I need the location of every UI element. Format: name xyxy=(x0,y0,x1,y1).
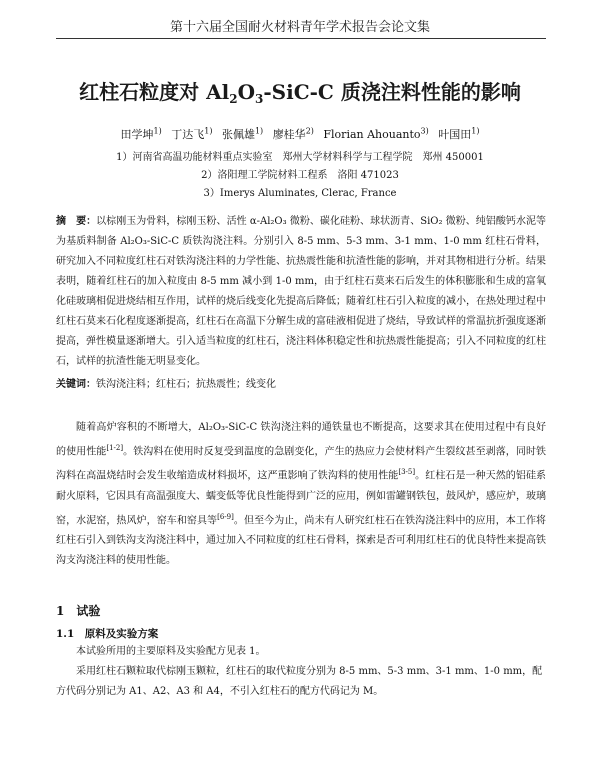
title-subscript: 2 xyxy=(229,92,238,106)
intro-paragraph: 随着高炉容积的不断增大，Al₂O₃-SiC-C 铁沟浇注料的通铁量也不断提高，这要求其在使用过程中有良好的使用性能[1-2]。铁沟料在使用时反复受到温度的急剧变化，产生的热应力会使材料产生裂纹甚至剥落，同时铁沟料在高温烧结时会发生收缩造成材料损坏，这严重影响了铁沟料的使用性能[3-5]。红柱石是一种天然的铝硅系耐火原料，它因具有高温强度大、蠕变低等优良性能得到广泛的应用，例如雷罐钢铁包，鼓风炉，感应炉，玻璃窑，水泥窑，热风炉，窑车和窑具等[6-9]。但至今为止，尚未有人研究红柱石在铁沟浇注料中的应用，本工作将红柱石引入到铁沟支沟浇注料中，通过加入不同粒度的红柱石骨料，探索是否可利用红柱石的优良特性来提高铁沟支沟浇注料的使用性能。 xyxy=(56,422,547,566)
abstract-label: 摘 要： xyxy=(56,216,97,227)
header-rule xyxy=(56,38,546,39)
author: 叶国田$^{1)}$ xyxy=(438,126,480,141)
paper-title xyxy=(20,76,580,106)
keywords-text: 铁沟浇注料；红柱石；抗热震性；线变化 xyxy=(96,379,276,390)
author-list xyxy=(20,126,580,142)
section-heading: 1 试验 xyxy=(56,604,101,618)
keywords xyxy=(56,376,546,394)
body-paragraph: 采用红柱石颗粒取代棕刚玉颗粒，红柱石的取代粒度分别为 8-5 mm、5-3 mm、3-1 mm、1-0 mm，配方代码分别记为 A1、A2、A3 和 A4，不引入红柱石的配方代码记为 M。 xyxy=(56,666,543,697)
author: Florian Ahouanto$^{3)}$ xyxy=(323,126,429,141)
body-paragraph: 本试验所用的主要原料及实验配方见表 1。 xyxy=(76,646,266,657)
abstract xyxy=(56,212,546,372)
author: 丁达飞$^{1)}$ xyxy=(171,126,213,141)
keywords-label: 关键词： xyxy=(56,379,96,390)
abstract-text: 以棕刚玉为骨料，棕刚玉粉、活性 α-Al₂O₃ 微粉、碳化硅粉、球状沥青、SiO₂ 微粉、纯铝酸钙水泥等为基质料制备 Al₂O₃-SiC-C 质铁沟浇注料。分别引入 8-5 mm、5-3 mm、3-1 mm、1-0 mm 红柱石骨料，研究加入不同粒度红柱石对铁沟浇注料的力学性能、抗热震性能和抗渣性能的影响，并对其物相进行分析。结果表明，随着红柱石的加入粒度由 8-5 mm 减小到 1-0 mm，由于红柱石莫来石后发生的体积膨胀和生成的富氧化硅玻璃相促进烧结相互作用，试样的烧后线变化先提高后降低；随着红柱石引入粒度的减小，在热处理过程中红柱石莫来石化程度逐渐提高，红柱石在高温下分解生成的富硅液相促进了烧结，导致试样的常温抗折强度逐渐提高，弹性模量逐渐增大。引入适当粒度的红柱石，浇注料体积稳定性和抗热震性能提高；引入不同粒度的红柱石，试样的抗渣性能无明显变化。 xyxy=(56,216,547,367)
affiliation: 2）洛阳理工学院材料工程系 洛阳 471023 xyxy=(201,170,399,181)
author: 张佩雄$^{1)}$ xyxy=(221,126,264,141)
subsection-heading: 1.1 原料及实验方案 xyxy=(56,628,159,640)
citation: [6-9] xyxy=(217,512,234,521)
affiliation: 1）河南省高温功能材料重点实验室 郑州大学材料科学与工程学院 郑州 450001 xyxy=(116,152,484,163)
running-head: 第十六届全国耐火材料青年学术报告会论文集 xyxy=(169,20,430,35)
author: 田学坤$^{1)}$ xyxy=(120,126,162,141)
affiliation: 3）Imerys Aluminates, Clerac, France xyxy=(203,188,397,199)
title-subscript: 3 xyxy=(255,92,264,106)
citation: [3-5] xyxy=(398,468,416,477)
citation: [1-2] xyxy=(106,444,124,452)
title-part: -SiC-C 质浇注料性能的影响 xyxy=(263,80,521,104)
title-part: 红柱石粒度对 Al xyxy=(79,80,230,104)
title-part: O xyxy=(237,80,256,104)
author: 廖桂华$^{2)}$ xyxy=(272,126,314,141)
